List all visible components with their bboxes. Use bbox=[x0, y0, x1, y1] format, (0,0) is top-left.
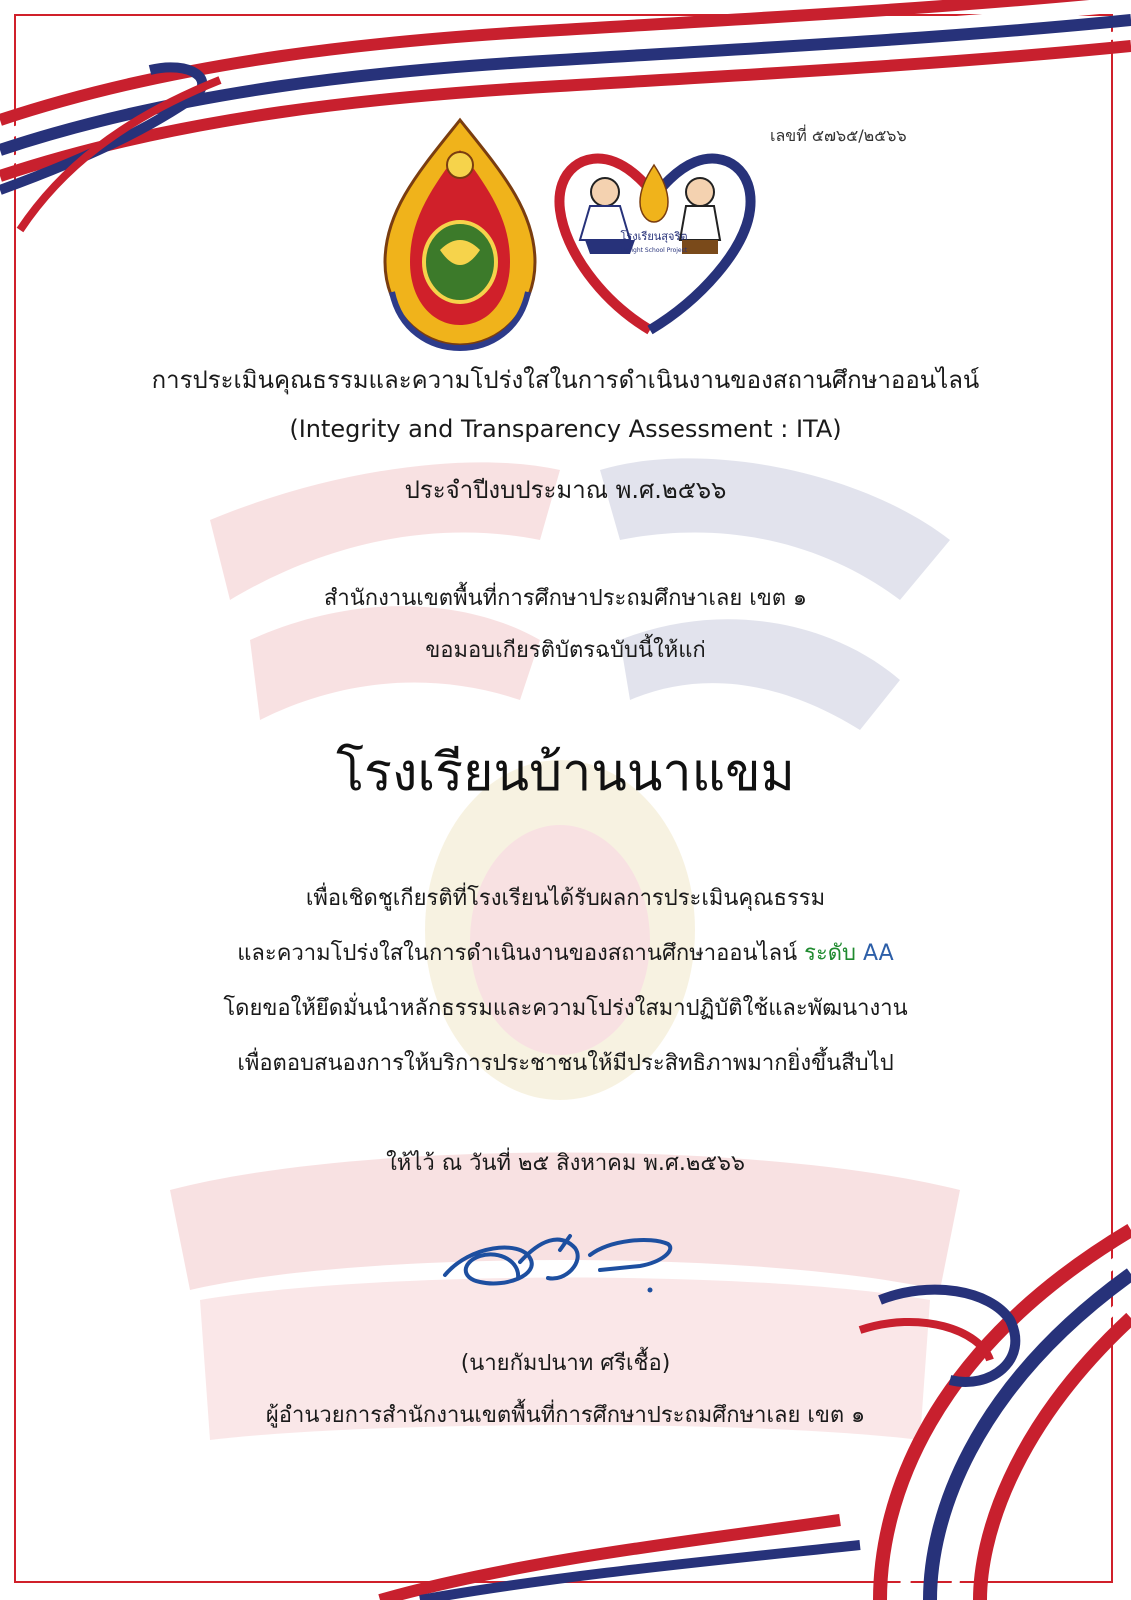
purpose-line-1: เพื่อเชิดชูเกียรติที่โรงเรียนได้รับผลการประเมินคุณธรรม bbox=[305, 886, 826, 911]
level-label: ระดับ bbox=[804, 941, 857, 966]
level-value: AA bbox=[856, 941, 894, 966]
recipient-school: โรงเรียนบ้านนาแขม bbox=[336, 743, 795, 803]
certificate-title-th: การประเมินคุณธรรมและความโปร่งใสในการดำเนินงานของสถานศึกษาออนไลน์ bbox=[151, 366, 980, 394]
document-number: เลขที่ ๕๗๖๕/๒๕๖๖ bbox=[770, 126, 907, 145]
presents-text: ขอมอบเกียรติบัตรฉบับนี้ให้แก่ bbox=[425, 638, 706, 663]
signer-position: ผู้อำนวยการสำนักงานเขตพื้นที่การศึกษาประถมศึกษาเลย เขต ๑ bbox=[265, 1403, 866, 1428]
given-date: ให้ไว้ ณ วันที่ ๒๕ สิงหาคม พ.ศ.๒๕๖๖ bbox=[386, 1151, 745, 1176]
purpose-line-2-text: และความโปร่งใสในการดำเนินงานของสถานศึกษาออนไลน์ bbox=[237, 941, 805, 966]
signer-name: (นายกัมปนาท ศรีเชื้อ) bbox=[460, 1351, 671, 1376]
issuer-office: สำนักงานเขตพื้นที่การศึกษาประถมศึกษาเลย เขต ๑ bbox=[323, 586, 808, 611]
fiscal-year: ประจำปีงบประมาณ พ.ศ.๒๕๖๖ bbox=[404, 476, 727, 504]
purpose-line-4: เพื่อตอบสนองการให้บริการประชาชนให้มีประสิทธิภาพมากยิ่งขึ้นสืบไป bbox=[237, 1051, 894, 1076]
purpose-line-3: โดยขอให้ยึดมั่นนำหลักธรรมและความโปร่งใสมาปฏิบัติใช้และพัฒนางาน bbox=[223, 996, 908, 1021]
project-subtitle-text: Upright School Project bbox=[620, 247, 688, 254]
certificate-title-en: (Integrity and Transparency Assessment : ITA) bbox=[289, 415, 842, 443]
project-title-text: โรงเรียนสุจริต bbox=[620, 230, 688, 243]
